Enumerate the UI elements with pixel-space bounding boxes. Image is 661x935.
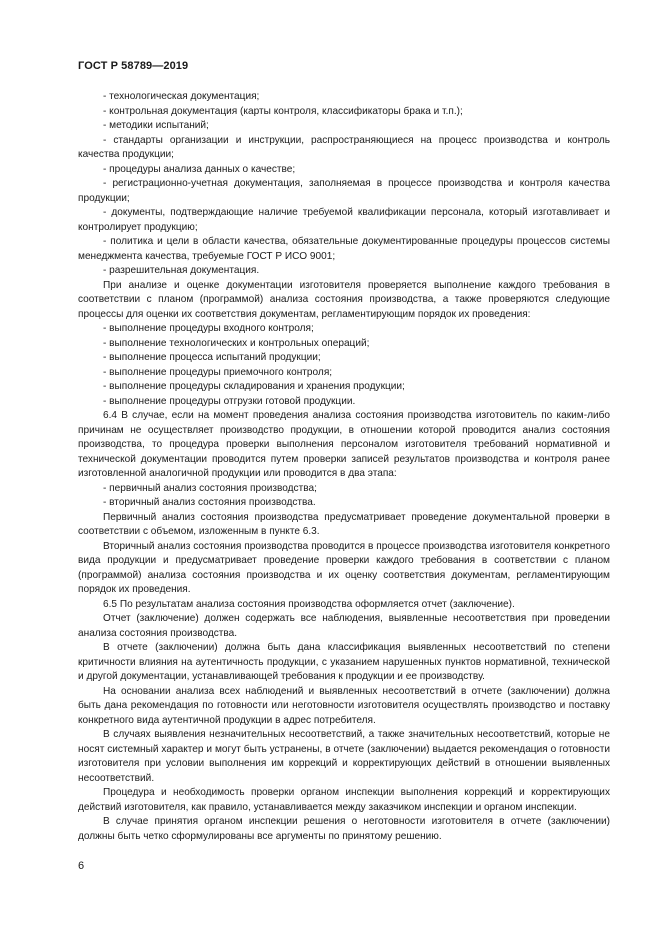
list-item: - выполнение технологических и контрольных операций; xyxy=(103,337,370,349)
list-item: - первичный анализ состояния производства; xyxy=(103,482,317,494)
paragraph: Процедура и необходимость проверки органом инспекции выполнения коррекций и корректирующих действий изготовителя, как правило, устанавливается между заказчиком инспекции и органом инспекции. xyxy=(78,787,610,813)
list-item: - контрольная документация (карты контроля, классификаторы брака и т.п.); xyxy=(103,105,463,117)
list-item: - методики испытаний; xyxy=(103,120,209,131)
paragraph: 6.5 По результатам анализа состояния производства оформляется отчет (заключение). xyxy=(103,598,515,610)
paragraph: В случаях выявления незначительных несоответствий, а также значительных несоответствий, которые не носят системный характер и могут быть устранены, в отчете (заключении) выдается рекомендация о готовности изготовителя при условии выполнения им коррекций и корректирующих действий в отношении выявленных несоответствий. xyxy=(78,729,610,784)
paragraph: При анализе и оценке документации изготовителя проверяется выполнение каждого требования в соответствии с планом (программой) анализа состояния производства, а также проверяются следующие процессы для оценки их соответствия документам, регламентирующим порядок их проведения: xyxy=(78,279,610,320)
list-item: - процедуры анализа данных о качестве; xyxy=(103,163,296,175)
list-item: - вторичный анализ состояния производства. xyxy=(103,497,316,508)
list-item: - выполнение процесса испытаний продукции; xyxy=(103,352,321,363)
list-item: - документы, подтверждающие наличие требуемой квалификации персонала, который изготавливает и контролирует продукцию; xyxy=(78,207,610,233)
list-item: - выполнение процедуры складирования и хранения продукции; xyxy=(103,381,405,392)
paragraph: Первичный анализ состояния производства предусматривает проведение документальной проверки в соответствии с объемом, изложенным в пункте 6.3. xyxy=(78,511,610,537)
list-item: - регистрационно-учетная документация, заполняемая в процессе производства и контроля качества продукции; xyxy=(78,178,610,204)
list-item: - технологическая документация; xyxy=(103,91,260,102)
paragraph: На основании анализа всех наблюдений и выявленных несоответствий в отчете (заключении) должна быть дана рекомендация по готовности или неготовности изготовителя осуществлять производство и поставку конкретного вида аутентичной продукции в адрес потребителя. xyxy=(78,685,610,726)
paragraph: Отчет (заключение) должен содержать все наблюдения, выявленные несоответствия при проведении анализа состояния производства. xyxy=(78,613,610,639)
list-item: - выполнение процедуры входного контроля; xyxy=(103,323,314,334)
page-number: 6 xyxy=(78,860,85,872)
paragraph: Вторичный анализ состояния производства проводится в процессе производства изготовителя конкретного вида продукции и предусматривает проведение проверки каждого требования в соответствии с планом (программой) анализа состояния производства и их оценку соответствия документам, регламентирующим порядок их проведения. xyxy=(78,540,610,595)
list-item: - разрешительная документация. xyxy=(103,265,260,276)
paragraph: 6.4 В случае, если на момент проведения анализа состояния производства изготовитель по каким-либо причинам не осуществляет производство продукции, в отношении которой проводится анализ состояния производства, то процедура проверки выполнения персоналом изготовителя требований нормативной и технической документации проводится путем проверки записей результатов производства и контроля ранее изготовленной аналогичной продукции или проводится в два этапа: xyxy=(78,410,610,479)
list-item: - выполнение процедуры отгрузки готовой продукции. xyxy=(103,395,356,407)
list-item: - политика и цели в области качества, обязательные документированные процедуры процессов системы менеджмента качества, требуемые ГОСТ Р ИСО 9001; xyxy=(78,236,610,262)
document-code-header: ГОСТ Р 58789—2019 xyxy=(78,60,189,72)
paragraph: В отчете (заключении) должна быть дана классификация выявленных несоответствий по степени критичности влияния на аутентичность продукции, с указанием нарушенных пунктов нормативной, технической и другой документации, устанавливающей требования к продукции и ее производству. xyxy=(78,642,610,682)
paragraph: В случае принятия органом инспекции решения о неготовности изготовителя в отчете (заключении) должны быть четко сформулированы все аргументы по принятому решению. xyxy=(78,816,610,842)
document-body xyxy=(78,90,610,844)
list-item: - стандарты организации и инструкции, распространяющиеся на процесс производства и контроль качества продукции; xyxy=(78,134,610,160)
list-item: - выполнение процедуры приемочного контроля; xyxy=(103,366,333,378)
